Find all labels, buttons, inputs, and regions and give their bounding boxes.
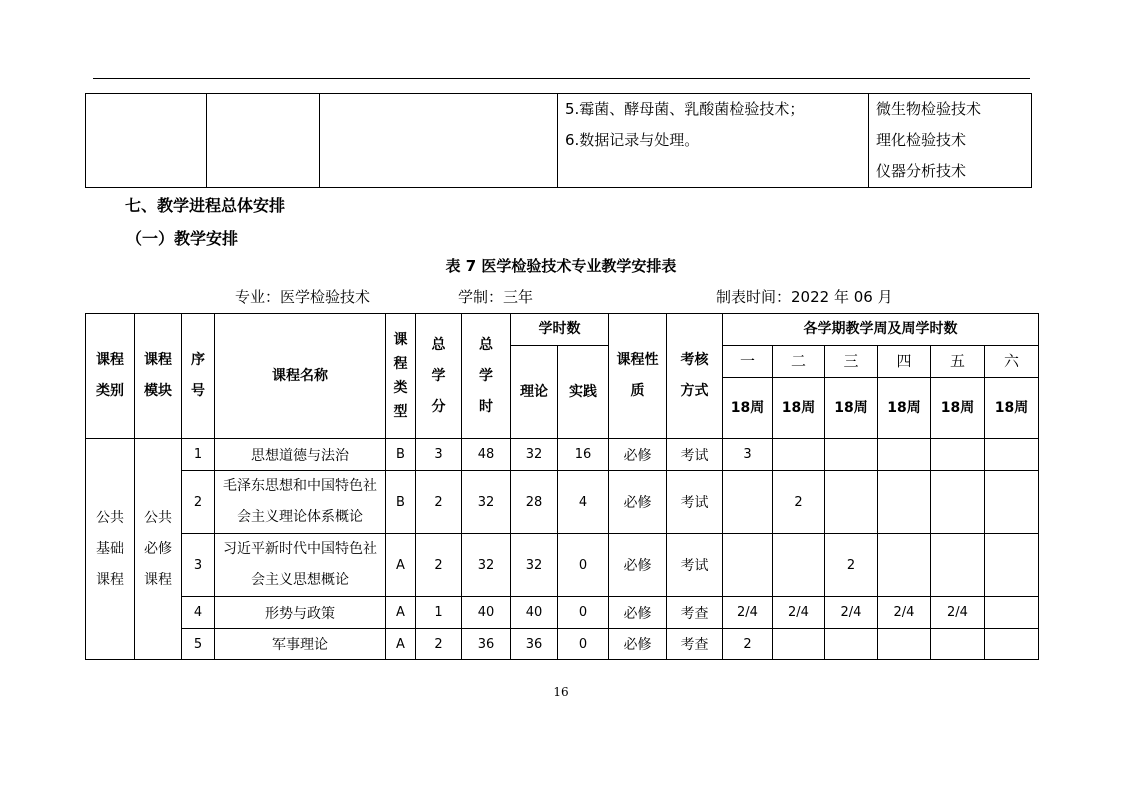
course-name: 习近平新时代中国特色社 会主义思想概论 bbox=[215, 534, 386, 597]
courses-cell bbox=[869, 94, 1032, 188]
table-row bbox=[86, 439, 1039, 471]
hours-cell: 36 bbox=[462, 629, 511, 660]
sem-cell bbox=[985, 629, 1039, 660]
semester-2: 二 bbox=[773, 346, 825, 378]
semester-1: 一 bbox=[723, 346, 773, 378]
weeks-6: 18周 bbox=[985, 378, 1039, 439]
header-rule bbox=[93, 78, 1030, 79]
sem-cell bbox=[985, 471, 1039, 534]
sem-cell bbox=[931, 471, 985, 534]
section-heading: 七、教学进程总体安排 bbox=[125, 196, 286, 215]
practice-cell: 0 bbox=[558, 629, 609, 660]
weeks-2: 18周 bbox=[773, 378, 825, 439]
sem-cell bbox=[723, 471, 773, 534]
header-category: 课程 类别 bbox=[86, 314, 135, 439]
header-theory: 理论 bbox=[511, 346, 558, 439]
hours-cell: 48 bbox=[462, 439, 511, 471]
sem-cell bbox=[825, 471, 878, 534]
content-cell bbox=[558, 94, 869, 188]
nature-cell: 必修 bbox=[609, 597, 667, 629]
table-row bbox=[86, 629, 1039, 660]
header-type: 课 程 类 型 bbox=[386, 314, 416, 439]
hours-cell: 32 bbox=[462, 534, 511, 597]
sem-cell bbox=[825, 629, 878, 660]
exam-cell: 考试 bbox=[667, 471, 723, 534]
sem-cell: 2 bbox=[773, 471, 825, 534]
table-row bbox=[86, 534, 1039, 597]
sem-cell bbox=[825, 439, 878, 471]
credits-cell: 2 bbox=[416, 629, 462, 660]
course-line: 仪器分析技术 bbox=[876, 162, 967, 180]
sem-cell: 2/4 bbox=[931, 597, 985, 629]
type-cell: B bbox=[386, 439, 416, 471]
header-seq: 序 号 bbox=[182, 314, 215, 439]
header-hour-split: 学时数 bbox=[511, 314, 609, 346]
theory-cell: 28 bbox=[511, 471, 558, 534]
sem-cell: 2 bbox=[825, 534, 878, 597]
table-row bbox=[86, 94, 1032, 188]
meta-date: 制表时间：2022 年 06 月 bbox=[716, 288, 893, 306]
sem-cell bbox=[773, 439, 825, 471]
type-cell: A bbox=[386, 534, 416, 597]
semester-4: 四 bbox=[878, 346, 931, 378]
nature-cell: 必修 bbox=[609, 629, 667, 660]
schedule-table bbox=[85, 313, 1039, 660]
sem-cell bbox=[931, 439, 985, 471]
weeks-3: 18周 bbox=[825, 378, 878, 439]
seq-cell: 2 bbox=[182, 471, 215, 534]
sem-cell bbox=[878, 439, 931, 471]
sem-cell bbox=[878, 629, 931, 660]
semester-3: 三 bbox=[825, 346, 878, 378]
course-name: 毛泽东思想和中国特色社 会主义理论体系概论 bbox=[215, 471, 386, 534]
nature-cell: 必修 bbox=[609, 439, 667, 471]
type-cell: A bbox=[386, 597, 416, 629]
exam-cell: 考查 bbox=[667, 597, 723, 629]
sem-cell bbox=[985, 534, 1039, 597]
type-cell: A bbox=[386, 629, 416, 660]
sem-cell bbox=[985, 597, 1039, 629]
exam-cell: 考查 bbox=[667, 629, 723, 660]
meta-major: 专业：医学检验技术 bbox=[235, 288, 371, 306]
header-name: 课程名称 bbox=[215, 314, 386, 439]
course-line: 微生物检验技术 bbox=[876, 100, 982, 118]
course-category: 公共 基础 课程 bbox=[86, 439, 135, 660]
type-cell: B bbox=[386, 471, 416, 534]
semester-6: 六 bbox=[985, 346, 1039, 378]
sem-cell: 2 bbox=[723, 629, 773, 660]
theory-cell: 40 bbox=[511, 597, 558, 629]
sem-cell: 2/4 bbox=[825, 597, 878, 629]
header-credits: 总 学 分 bbox=[416, 314, 462, 439]
sem-cell: 2/4 bbox=[773, 597, 825, 629]
page-number: 16 bbox=[553, 685, 569, 699]
course-name: 形势与政策 bbox=[215, 597, 386, 629]
course-name: 思想道德与法治 bbox=[215, 439, 386, 471]
practice-cell: 16 bbox=[558, 439, 609, 471]
weeks-4: 18周 bbox=[878, 378, 931, 439]
theory-cell: 36 bbox=[511, 629, 558, 660]
exam-cell: 考试 bbox=[667, 534, 723, 597]
header-semesters: 各学期教学周及周学时数 bbox=[723, 314, 1039, 346]
sem-cell bbox=[878, 471, 931, 534]
table-row bbox=[86, 597, 1039, 629]
sem-cell bbox=[773, 629, 825, 660]
practice-cell: 4 bbox=[558, 471, 609, 534]
sem-cell: 2/4 bbox=[878, 597, 931, 629]
seq-cell: 4 bbox=[182, 597, 215, 629]
continued-table bbox=[85, 93, 1032, 188]
header-module: 课程 模块 bbox=[135, 314, 182, 439]
header-exam: 考核 方式 bbox=[667, 314, 723, 439]
practice-cell: 0 bbox=[558, 597, 609, 629]
hours-cell: 32 bbox=[462, 471, 511, 534]
credits-cell: 2 bbox=[416, 534, 462, 597]
nature-cell: 必修 bbox=[609, 471, 667, 534]
sem-cell: 2/4 bbox=[723, 597, 773, 629]
course-module: 公共 必修 课程 bbox=[135, 439, 182, 660]
credits-cell: 2 bbox=[416, 471, 462, 534]
practice-cell: 0 bbox=[558, 534, 609, 597]
semester-5: 五 bbox=[931, 346, 985, 378]
hours-cell: 40 bbox=[462, 597, 511, 629]
sem-cell bbox=[931, 629, 985, 660]
credits-cell: 1 bbox=[416, 597, 462, 629]
weeks-1: 18周 bbox=[723, 378, 773, 439]
sem-cell bbox=[931, 534, 985, 597]
seq-cell: 1 bbox=[182, 439, 215, 471]
content-line: 6.数据记录与处理。 bbox=[565, 131, 700, 149]
header-hours: 总 学 时 bbox=[462, 314, 511, 439]
theory-cell: 32 bbox=[511, 534, 558, 597]
weeks-5: 18周 bbox=[931, 378, 985, 439]
course-name: 军事理论 bbox=[215, 629, 386, 660]
theory-cell: 32 bbox=[511, 439, 558, 471]
seq-cell: 5 bbox=[182, 629, 215, 660]
sem-cell bbox=[723, 534, 773, 597]
nature-cell: 必修 bbox=[609, 534, 667, 597]
seq-cell: 3 bbox=[182, 534, 215, 597]
sem-cell bbox=[878, 534, 931, 597]
course-line: 理化检验技术 bbox=[876, 131, 967, 149]
exam-cell: 考试 bbox=[667, 439, 723, 471]
meta-duration: 学制：三年 bbox=[458, 288, 534, 306]
sem-cell bbox=[773, 534, 825, 597]
table-caption: 表 7 医学检验技术专业教学安排表 bbox=[445, 257, 677, 275]
header-nature: 课程性 质 bbox=[609, 314, 667, 439]
content-line: 5.霉菌、酵母菌、乳酸菌检验技术； bbox=[565, 100, 805, 118]
table-row bbox=[86, 471, 1039, 534]
header-row bbox=[86, 314, 1039, 346]
subsection-heading: （一）教学安排 bbox=[126, 229, 239, 248]
empty-cell bbox=[207, 94, 320, 188]
sem-cell: 3 bbox=[723, 439, 773, 471]
header-practice: 实践 bbox=[558, 346, 609, 439]
sem-cell bbox=[985, 439, 1039, 471]
credits-cell: 3 bbox=[416, 439, 462, 471]
empty-cell bbox=[86, 94, 207, 188]
empty-cell bbox=[320, 94, 558, 188]
